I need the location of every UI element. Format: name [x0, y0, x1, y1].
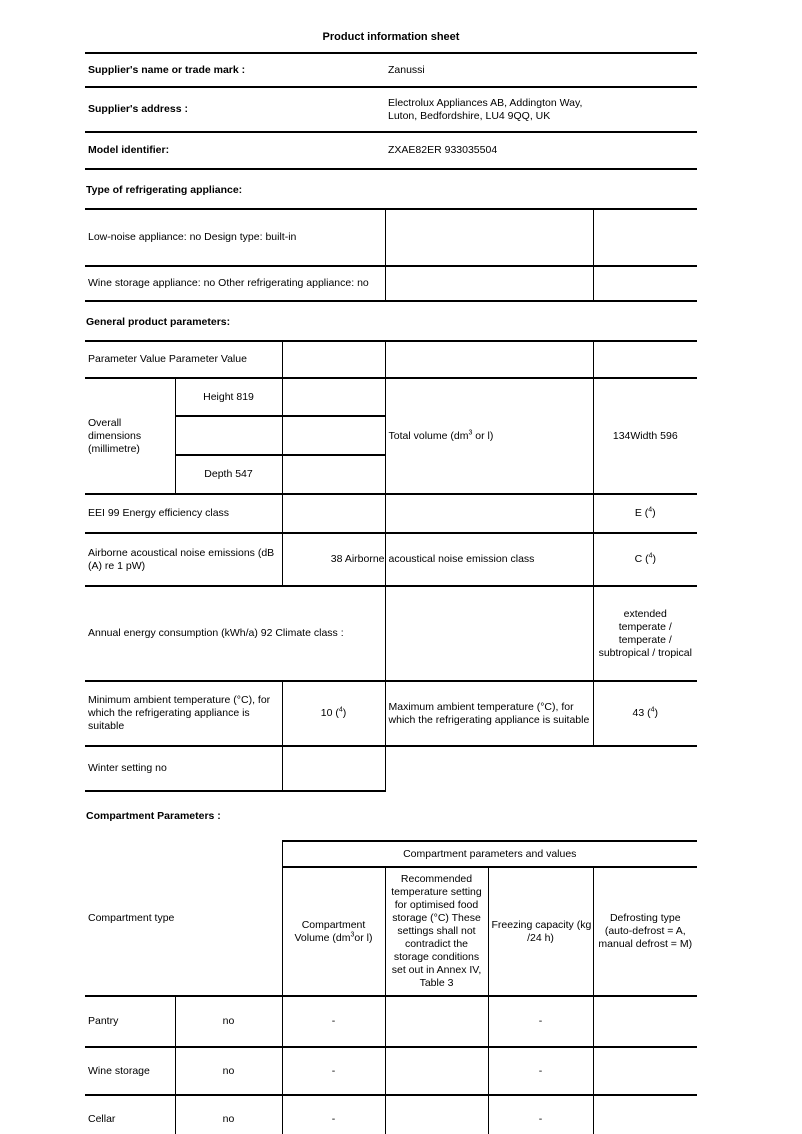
compartment-defrost [593, 996, 697, 1047]
overall-dimensions-label: Overall dimensions (millimetre) [85, 378, 175, 494]
type-section-heading: Type of refrigerating appliance: [86, 184, 243, 196]
table-row [85, 341, 697, 378]
table-row [85, 746, 697, 791]
compartment-volume: - [282, 996, 385, 1047]
compartment-freezing: - [488, 1047, 593, 1095]
annual-energy-climate-label: Annual energy consumption (kWh/a) 92 Climate class : [85, 586, 385, 681]
supplier-table [85, 52, 697, 170]
noise-emission-label: Airborne acoustical noise emissions (dB (A) re 1 pW) [85, 533, 282, 586]
address-line-2: Luton, Bedfordshire, LU4 9QQ, UK [388, 109, 551, 122]
empty-cell [593, 209, 697, 266]
model-identifier-value: ZXAE82ER 933035504 [385, 132, 697, 169]
compartment-params-header: Compartment parameters and values [282, 841, 697, 867]
compartment-freezing: - [488, 996, 593, 1047]
table-row [85, 53, 697, 87]
table-row [85, 494, 697, 533]
recommended-temp-header: Recommended temperature setting for optimised food storage (°C) These settings shall not contradict the storage conditions set out in Annex IV, Table 3 [385, 867, 488, 996]
general-parameters-table [85, 340, 697, 792]
noise-class-value: C ($^4$) [593, 533, 697, 586]
compartment-freezing: - [488, 1095, 593, 1134]
total-volume-value: 134Width 596 [593, 378, 697, 494]
compartment-rec-temp [385, 996, 488, 1047]
empty-cell [385, 266, 593, 301]
max-ambient-temp-label: Maximum ambient temperature (°C), for which the refrigerating appliance is suitable [385, 681, 593, 746]
supplier-address-label: Supplier's address : [85, 87, 385, 132]
empty-cell [282, 378, 385, 416]
empty-cell [593, 341, 697, 378]
empty-cell [282, 746, 385, 791]
energy-class-value: E ($^4$) [593, 494, 697, 533]
compartment-volume-header: Compartment Volume (dm$^3$or l) [282, 867, 385, 996]
compartment-rec-temp [385, 1095, 488, 1134]
compartment-rec-temp [385, 1047, 488, 1095]
empty-cell [175, 416, 282, 455]
compartment-name: Cellar [85, 1095, 175, 1134]
table-row [85, 533, 697, 586]
table-row [85, 1047, 697, 1095]
table-row [85, 586, 697, 681]
supplier-name-value: Zanussi [385, 53, 697, 87]
noise-emission-value: 38 Airborne [282, 533, 385, 586]
compartment-name: Pantry [85, 996, 175, 1047]
table-row [85, 87, 697, 132]
compartment-defrost [593, 1095, 697, 1134]
table-row [85, 1095, 697, 1134]
superscript: 3 [350, 931, 355, 938]
general-section-heading: General product parameters: [86, 316, 231, 328]
empty-cell [385, 209, 593, 266]
footnote-marker: 4 [648, 506, 653, 514]
empty-cell [282, 416, 385, 455]
winter-setting-label: Winter setting no [85, 746, 282, 791]
freezing-capacity-header: Freezing capacity (kg /24 h) [488, 867, 593, 996]
compartment-type-header: Compartment type [85, 841, 282, 996]
height-value: Height 819 [175, 378, 282, 416]
defrosting-type-header: Defrosting type (auto-defrost = A, manual defrost = M) [593, 867, 697, 996]
footnote-marker: 4 [650, 706, 655, 714]
empty-cell [385, 341, 593, 378]
min-ambient-temp-value: 10 ($^4$) [282, 681, 385, 746]
superscript: 3 [468, 429, 473, 436]
compartment-present: no [175, 1047, 282, 1095]
page-title: Product information sheet [322, 31, 460, 43]
footnote-marker: 4 [338, 706, 343, 714]
empty-cell [282, 494, 385, 533]
min-ambient-temp-label: Minimum ambient temperature (°C), for which the refrigerating appliance is suitable [85, 681, 282, 746]
total-volume-label: Total volume (dm$^3$ or l) [385, 378, 593, 494]
table-row [85, 681, 697, 746]
empty-cell [282, 455, 385, 494]
compartment-name: Wine storage [85, 1047, 175, 1095]
table-row [85, 378, 697, 416]
compartment-section-heading: Compartment Parameters : [86, 810, 221, 822]
table-row [85, 132, 697, 169]
empty-cell [593, 266, 697, 301]
parameter-header-cell: Parameter Value Parameter Value [85, 341, 282, 378]
empty-cell [385, 586, 593, 681]
model-identifier-label: Model identifier: [85, 132, 385, 169]
supplier-name-label: Supplier's name or trade mark : [85, 53, 385, 87]
footnote-marker: 4 [648, 552, 653, 560]
low-noise-design-type-cell: Low-noise appliance: no Design type: built-in [85, 209, 385, 266]
appliance-type-table [85, 208, 697, 302]
depth-value: Depth 547 [175, 455, 282, 494]
compartment-present: no [175, 1095, 282, 1134]
table-row [85, 841, 697, 867]
compartment-present: no [175, 996, 282, 1047]
climate-class-value: extended temperate / temperate / subtropical / tropical [593, 586, 697, 681]
eei-label: EEI 99 Energy efficiency class [85, 494, 282, 533]
max-ambient-temp-value: 43 ($^4$) [593, 681, 697, 746]
empty-cell [385, 494, 593, 533]
compartment-table [85, 840, 697, 1134]
supplier-address-value [385, 87, 697, 132]
address-line-1: Electrolux Appliances AB, Addington Way, [388, 96, 583, 109]
compartment-volume: - [282, 1047, 385, 1095]
compartment-defrost [593, 1047, 697, 1095]
noise-class-label: acoustical noise emission class [385, 533, 593, 586]
table-row [85, 266, 697, 301]
wine-storage-other-cell: Wine storage appliance: no Other refrigerating appliance: no [85, 266, 385, 301]
compartment-volume: - [282, 1095, 385, 1134]
table-row [85, 996, 697, 1047]
empty-cell [282, 341, 385, 378]
table-row [85, 209, 697, 266]
